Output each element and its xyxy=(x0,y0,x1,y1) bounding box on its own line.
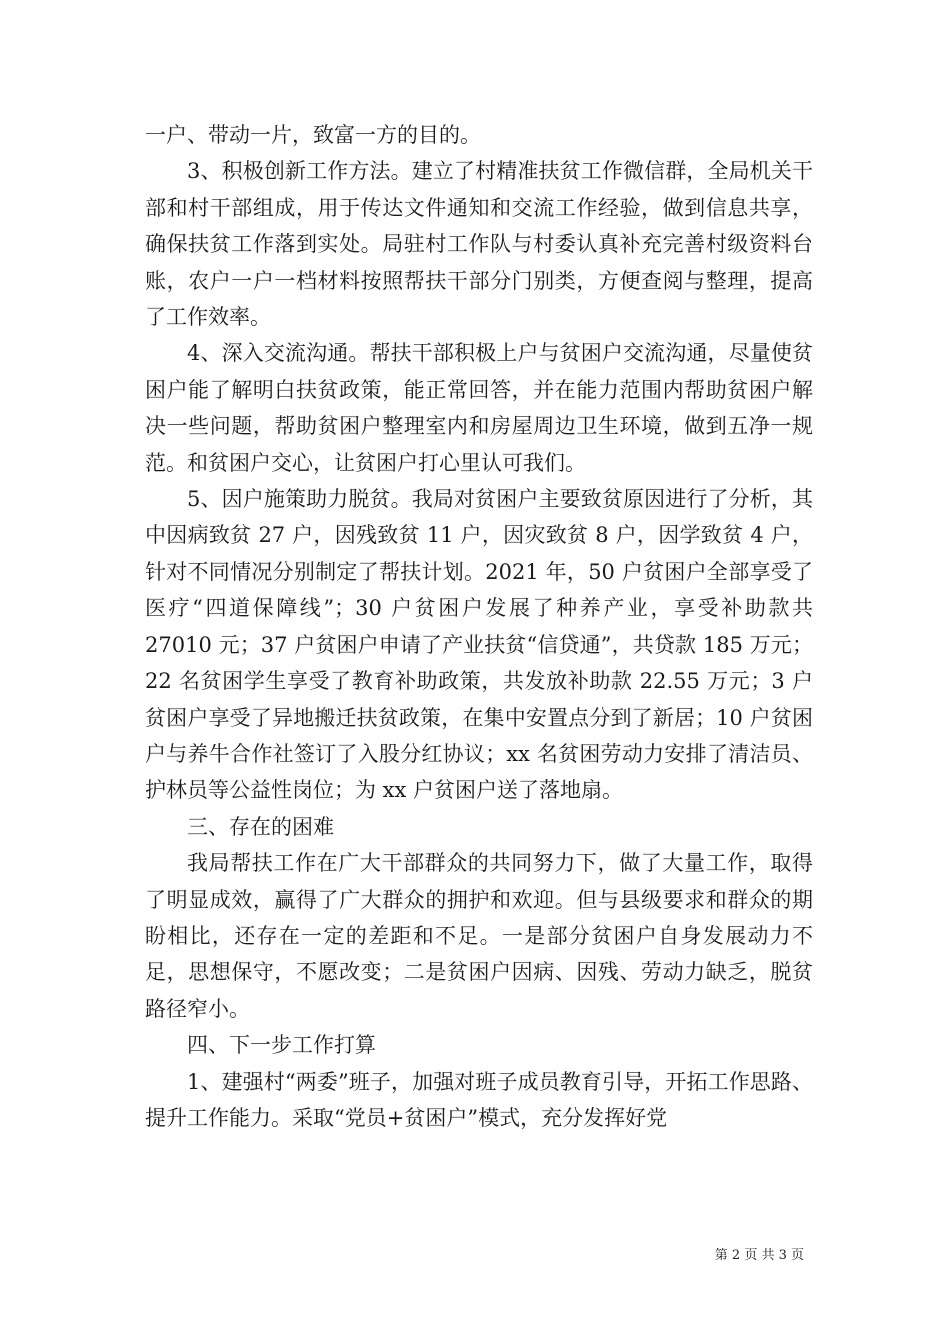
paragraph-communication: 4、深入交流沟通。帮扶干部积极上户与贫困户交流沟通，尽量使贫困户能了解明白扶贫政策，能正常回答，并在能力范围内帮助贫困户解决一些问题，帮助贫困户整理室内和房屋周边卫生环境，做到五净一规范。和贫困户交心，让贫困户打心里认可我们。 xyxy=(145,341,813,475)
section-heading-next-steps: 四、下一步工作打算 xyxy=(187,1033,376,1058)
paragraph-continuation: 一户、带动一片，致富一方的目的。 xyxy=(145,123,481,147)
paragraph-difficulties: 我局帮扶工作在广大干部群众的共同努力下，做了大量工作，取得了明显成效，赢得了广大群众的拥护和欢迎。但与县级要求和群众的期盼相比，还存在一定的差距和不足。一是部分贫困户自身发展动力不足，思想保守，不愿改变；二是贫困户因病、因残、劳动力缺乏，脱贫路径窄小。 xyxy=(145,851,813,1021)
page-number-footer: 第 2 页 共 3 页 xyxy=(714,1248,804,1263)
paragraph-next-steps-1: 1、建强村“两委”班子，加强对班子成员教育引导，开拓工作思路、提升工作能力。采取“党员+贫困户”模式，充分发挥好党 xyxy=(145,1069,813,1130)
paragraph-targeted-measures: 5、因户施策助力脱贫。我局对贫困户主要致贫原因进行了分析，其中因病致贫 27 户，因残致贫 11 户，因灾致贫 8 户，因学致贫 4 户，针对不同情况分别制定了帮扶计划。2021 年，50 户贫困户全部享受了医疗“四道保障线”；30 户贫困户发展了种养产业，享受补助款共 27010 元；37 户贫困户申请了产业扶贫“信贷通”，共贷款 185 万元；22 名贫困学生享受了教育补助政策，共发放补助款 22.55 万元；3 户贫困户享受了异地搬迁扶贫政策，在集中安置点分到了新居；10 户贫困户与养牛合作社签订了入股分红协议；xx 名贫困劳动力安排了清洁员、护林员等公益性岗位；为 xx 户贫困户送了落地扇。 xyxy=(145,487,813,803)
section-heading-difficulties: 三、存在的困难 xyxy=(187,814,334,839)
document-body xyxy=(145,117,813,1136)
paragraph-work-method: 3、积极创新工作方法。建立了村精准扶贫工作微信群，全局机关干部和村干部组成，用于传达文件通知和交流工作经验，做到信息共享，确保扶贫工作落到实处。局驻村工作队与村委认真补充完善村级资料台账，农户一户一档材料按照帮扶干部分门别类，方便查阅与整理，提高了工作效率。 xyxy=(145,159,813,330)
